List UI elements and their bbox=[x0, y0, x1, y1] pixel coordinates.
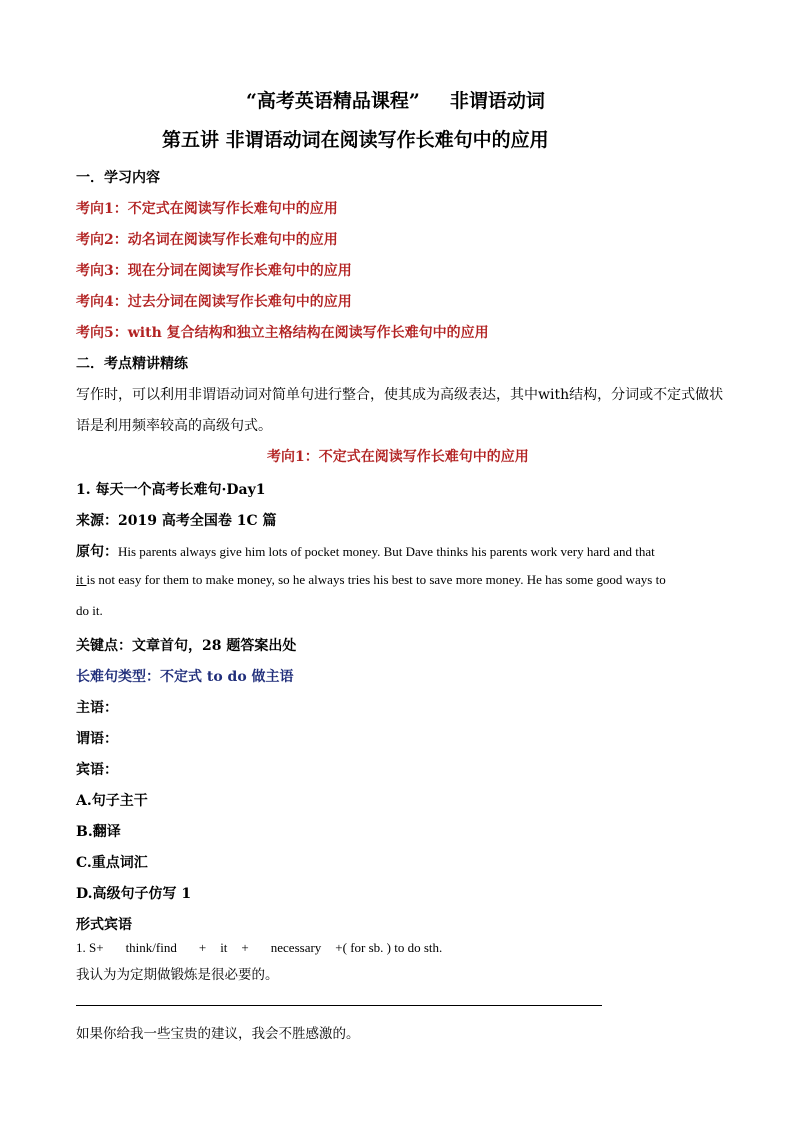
day1-heading: 1. 每天一个高考长难句·Day1 bbox=[76, 482, 266, 498]
topic-item-4: 考向4：过去分词在阅读写作长难句中的应用 bbox=[76, 294, 352, 310]
intro-line-1: 写作时，可以利用非谓语动词对简单句进行整合，使其成为高级表达，其中with结构，分词或不定式做状 bbox=[76, 387, 724, 403]
original-text-1: His parents always give him lots of pocket money. But Dave thinks his parents work very hard and that bbox=[118, 544, 655, 559]
keypoint-line: 关键点：文章首句，28 题答案出处 bbox=[76, 638, 297, 654]
example-sentence-1: 我认为为定期做锻炼是很必要的。 bbox=[76, 967, 279, 983]
pattern-verb: think/find bbox=[125, 940, 177, 955]
topic-name: 非谓语动词 bbox=[449, 90, 545, 112]
underlined-it: it bbox=[76, 572, 87, 587]
formal-object-heading: 形式宾语 bbox=[76, 917, 132, 933]
pattern-plus-2: + bbox=[241, 940, 249, 955]
answer-line bbox=[76, 1005, 602, 1006]
original-text-2: is not easy for them to make money, so he always tries his best to save more money. He has some good ways to bbox=[86, 572, 666, 587]
course-title bbox=[246, 86, 545, 113]
intro-line-2: 语是利用频率较高的高级句式。 bbox=[76, 418, 272, 434]
subject-label: 主语： bbox=[76, 700, 118, 716]
original-label: 原句： bbox=[76, 544, 118, 560]
part-a: A.句子主干 bbox=[76, 793, 148, 809]
topic1-heading: 考向1：不定式在阅读写作长难句中的应用 bbox=[267, 449, 529, 465]
part-c: C.重点词汇 bbox=[76, 855, 148, 871]
lecture-title: 第五讲 非谓语动词在阅读写作长难句中的应用 bbox=[162, 129, 549, 151]
example-sentence-2: 如果你给我一些宝贵的建议，我会不胜感激的。 bbox=[76, 1026, 360, 1042]
object-label: 宾语： bbox=[76, 762, 118, 778]
source-line: 来源：2019 高考全国卷 1C 篇 bbox=[76, 513, 277, 529]
pattern-plus-1: + bbox=[198, 940, 207, 955]
part-d: D.高级句子仿写 1 bbox=[76, 886, 192, 902]
part-b: B.翻译 bbox=[76, 824, 121, 840]
topic-item-1: 考向1：不定式在阅读写作长难句中的应用 bbox=[76, 201, 338, 217]
predicate-label: 谓语： bbox=[76, 731, 118, 747]
original-line-3: do it. bbox=[76, 603, 103, 618]
section1-heading: 一．学习内容 bbox=[76, 170, 160, 186]
course-name: “高考英语精品课程” bbox=[246, 90, 420, 112]
topic-item-5: 考向5：with 复合结构和独立主格结构在阅读写作长难句中的应用 bbox=[76, 325, 489, 341]
pattern-subject: 1. S+ bbox=[76, 940, 104, 955]
topic-item-2: 考向2：动名词在阅读写作长难句中的应用 bbox=[76, 232, 338, 248]
pattern-line bbox=[76, 940, 442, 956]
pattern-adjective: necessary bbox=[270, 940, 322, 955]
topic-item-3: 考向3：现在分词在阅读写作长难句中的应用 bbox=[76, 263, 352, 279]
pattern-it: it bbox=[220, 940, 228, 955]
pattern-rest: +( for sb. ) to do sth. bbox=[335, 940, 443, 955]
sentence-type: 长难句类型：不定式 to do 做主语 bbox=[76, 669, 294, 685]
original-line-1 bbox=[76, 541, 655, 561]
original-line-2 bbox=[76, 572, 666, 588]
section2-heading: 二．考点精讲精练 bbox=[76, 356, 188, 372]
